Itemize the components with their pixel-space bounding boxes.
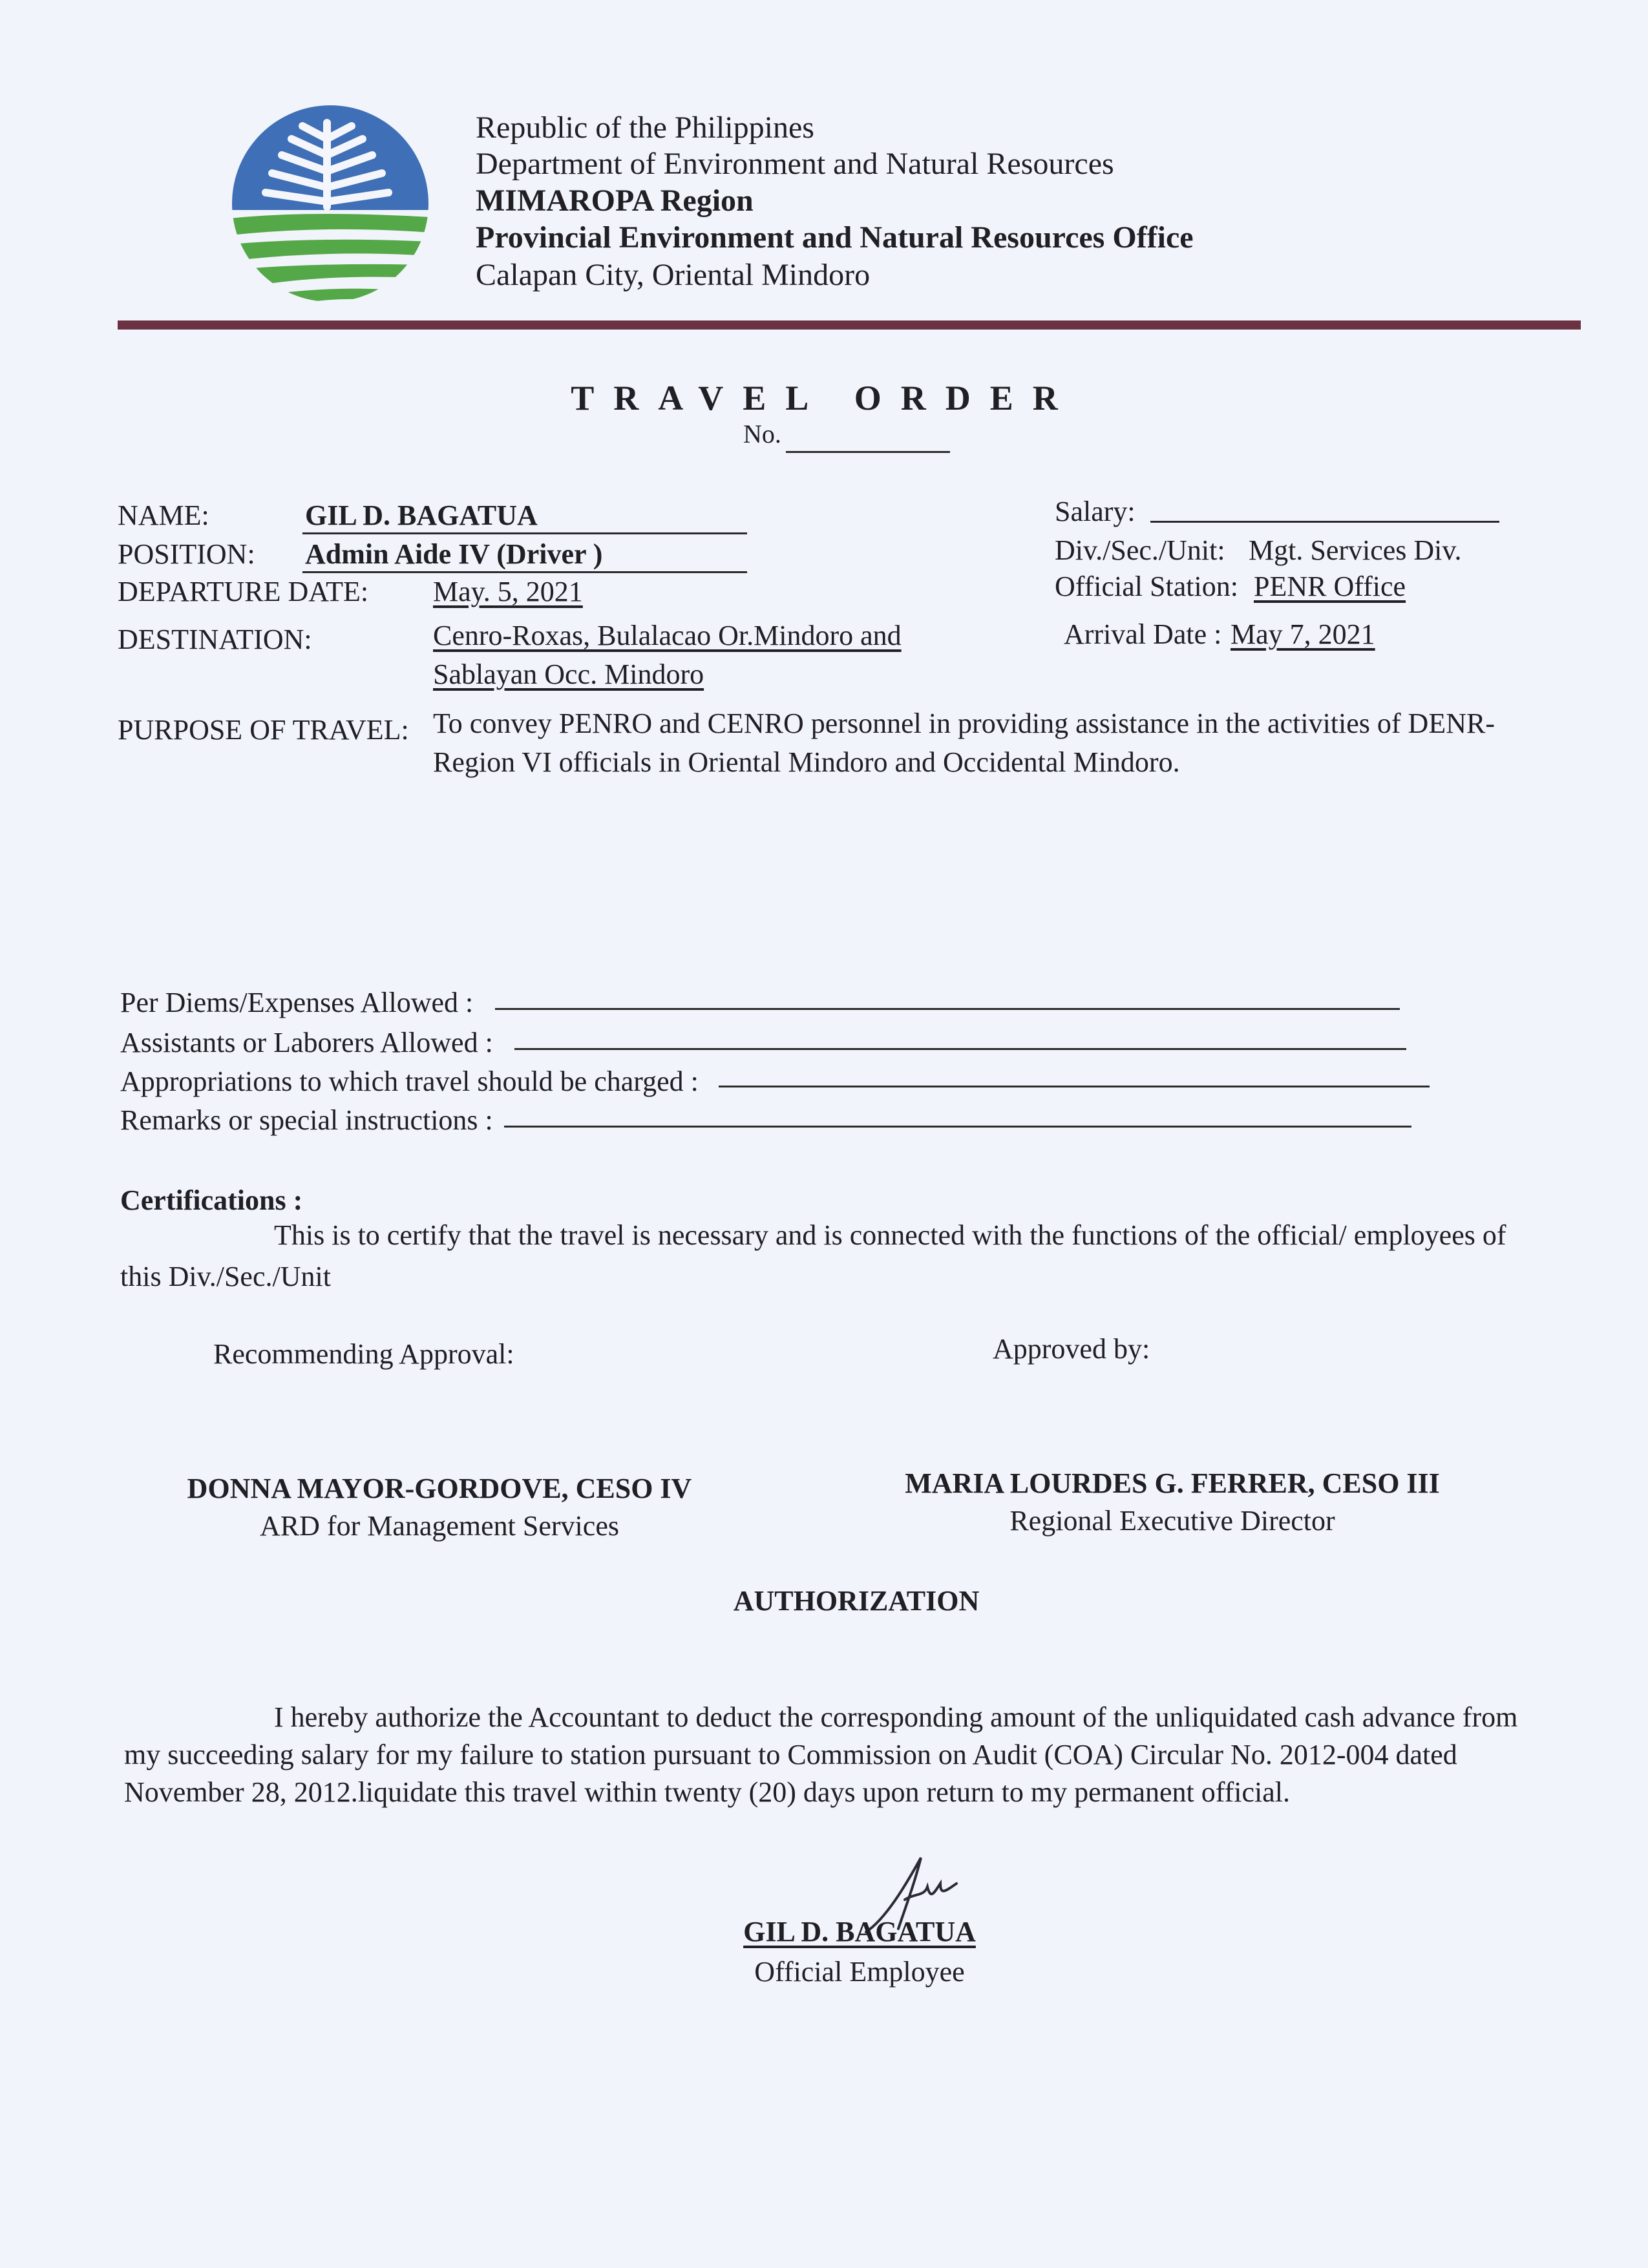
header-republic: Republic of the Philippines: [476, 110, 814, 145]
remarks-label: Remarks or special instructions :: [120, 1104, 493, 1136]
document-title: TRAVEL ORDER: [571, 379, 1077, 417]
authorization-heading: AUTHORIZATION: [733, 1585, 980, 1617]
approver-title: Regional Executive Director: [1009, 1505, 1335, 1537]
position-value: Admin Aide IV (Driver ): [305, 538, 603, 570]
appropriations-label: Appropriations to which travel should be charged :: [120, 1066, 699, 1097]
recommender-title: ARD for Management Services: [260, 1510, 619, 1542]
position-label: POSITION:: [118, 538, 255, 570]
header-region: MIMAROPA Region: [476, 184, 754, 218]
salary-blank: [1150, 521, 1499, 523]
station-label: Official Station:: [1055, 571, 1238, 602]
departure-value: May. 5, 2021: [433, 576, 583, 607]
approver-name: MARIA LOURDES G. FERRER, CESO III: [905, 1467, 1440, 1499]
destination-line1: Cenro-Roxas, Bulalacao Or.Mindoro and: [433, 620, 902, 651]
authorization-line3: November 28, 2012.liquidate this travel within twenty (20) days upon return to my permanent official.: [124, 1776, 1290, 1808]
name-value: GIL D. BAGATUA: [305, 499, 538, 531]
order-number-blank: [786, 451, 950, 453]
arrival-label: Arrival Date :: [1064, 618, 1222, 650]
per-diems-label: Per Diems/Expenses Allowed :: [120, 987, 474, 1018]
denr-logo-icon: [230, 103, 430, 304]
authorization-line1: I hereby authorize the Accountant to deduct the corresponding amount of the unliquidated cash advance from: [274, 1701, 1518, 1733]
position-underline: [302, 571, 747, 573]
certifications-heading: Certifications :: [120, 1184, 303, 1216]
approved-by-label: Approved by:: [993, 1333, 1150, 1365]
division-value: Mgt. Services Div.: [1249, 534, 1462, 566]
name-label: NAME:: [118, 499, 209, 531]
header-divider: [118, 320, 1581, 330]
remarks-blank: [504, 1126, 1411, 1128]
order-number-label: [743, 419, 781, 449]
recommender-name: DONNA MAYOR-GORDOVE, CESO IV: [187, 1473, 692, 1504]
division-label: Div./Sec./Unit:: [1055, 534, 1225, 566]
header-city: Calapan City, Oriental Mindoro: [476, 258, 871, 292]
appropriations-blank: [719, 1086, 1430, 1087]
authorization-line2: my succeeding salary for my failure to station pursuant to Commission on Audit (COA) Circular No. 2012-004 dated: [124, 1739, 1457, 1770]
per-diems-blank: [495, 1008, 1400, 1010]
purpose-label: PURPOSE OF TRAVEL:: [118, 714, 409, 746]
purpose-line2: Region VI officials in Oriental Mindoro and Occidental Mindoro.: [433, 746, 1180, 778]
signatory-name: GIL D. BAGATUA: [743, 1916, 976, 1948]
destination-label: DESTINATION:: [118, 624, 312, 655]
certification-line1: This is to certify that the travel is necessary and is connected with the functions of the official/ employees of: [274, 1219, 1506, 1251]
salary-label: Salary:: [1055, 496, 1136, 527]
assistants-blank: [514, 1048, 1406, 1050]
station-value: PENR Office: [1254, 571, 1406, 602]
name-underline: [302, 532, 747, 534]
certification-line2: this Div./Sec./Unit: [120, 1261, 331, 1292]
header-office: Provincial Environment and Natural Resources Office: [476, 220, 1194, 255]
recommending-approval-label: Recommending Approval:: [213, 1338, 514, 1370]
order-number-text: No.: [743, 419, 781, 448]
purpose-line1: To convey PENRO and CENRO personnel in providing assistance in the activities of DENR-: [433, 708, 1495, 739]
header-department: Department of Environment and Natural Resources: [476, 147, 1114, 181]
assistants-label: Assistants or Laborers Allowed :: [120, 1027, 493, 1058]
destination-line2: Sablayan Occ. Mindoro: [433, 658, 704, 690]
departure-label: DEPARTURE DATE:: [118, 576, 369, 607]
arrival-value: May 7, 2021: [1231, 618, 1375, 650]
signatory-title: Official Employee: [754, 1956, 965, 1988]
